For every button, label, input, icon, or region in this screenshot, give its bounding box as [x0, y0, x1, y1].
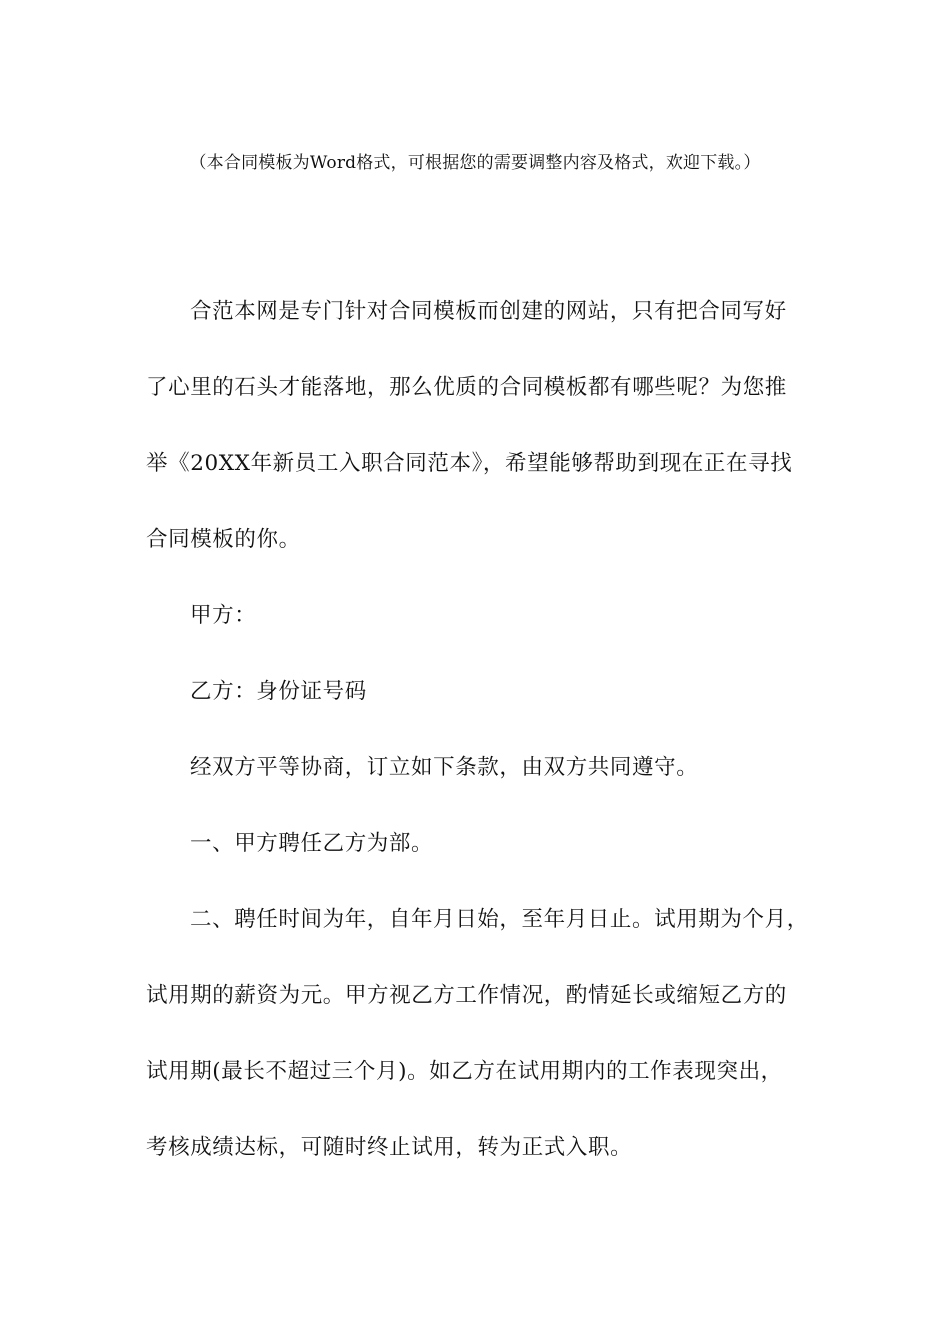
intro-line: 合同模板的你。 [146, 527, 301, 552]
intro-line: 举《20XX年新员工入职合同范本》，希望能够帮助到现在正在寻找 [146, 451, 793, 476]
clause-2-line: 二、聘任时间为年，自年月日始，至年月日止。试用期为个月， [190, 907, 809, 932]
intro-line: 了心里的石头才能落地，那么优质的合同模板都有哪些呢？为您推 [146, 375, 787, 400]
intro-line: 合范本网是专门针对合同模板而创建的网站，只有把合同写好 [190, 299, 787, 324]
agreement-statement: 经双方平等协商，订立如下条款，由双方共同遵守。 [190, 755, 699, 780]
clause-2-line: 试用期的薪资为元。甲方视乙方工作情况，酌情延长或缩短乙方的 [146, 983, 787, 1008]
template-format-note: （本合同模板为Word格式，可根据您的需要调整内容及格式，欢迎下载。） [189, 153, 761, 173]
document-body [146, 274, 810, 1186]
party-b-line: 乙方：身份证号码 [190, 679, 367, 704]
clause-2-line: 考核成绩达标，可随时终止试用，转为正式入职。 [146, 1135, 633, 1160]
clause-1: 一、甲方聘任乙方为部。 [190, 831, 434, 856]
party-a-line: 甲方： [190, 603, 257, 628]
clause-2-line: 试用期(最长不超过三个月)。如乙方在试用期内的工作表现突出， [146, 1059, 783, 1084]
